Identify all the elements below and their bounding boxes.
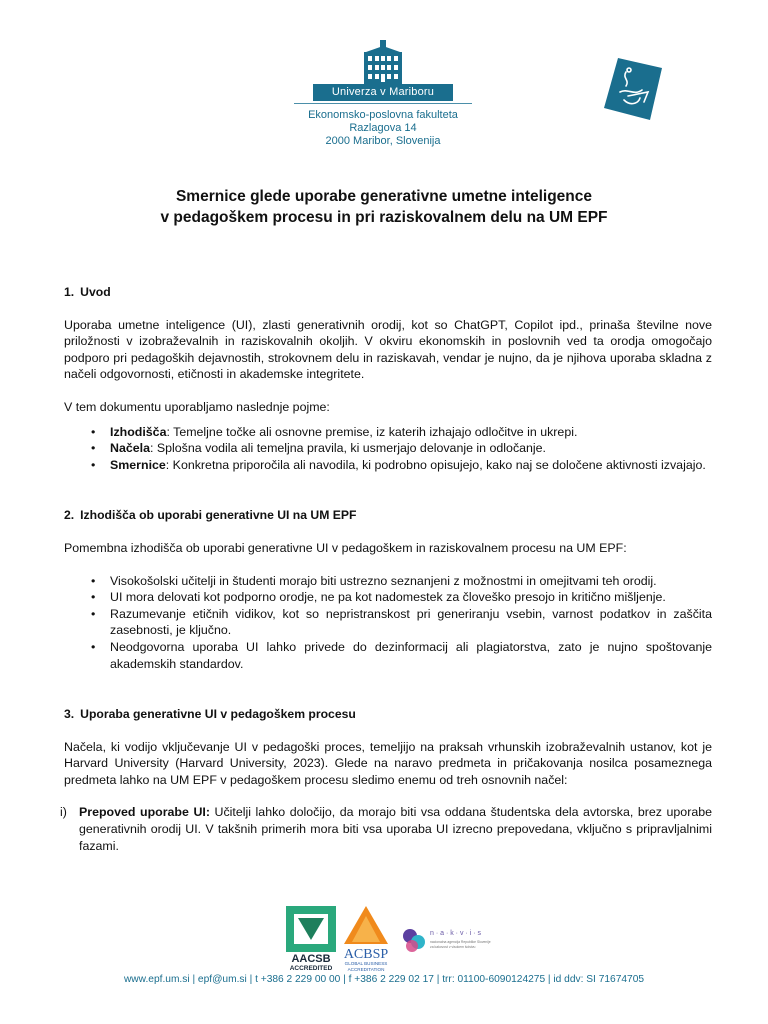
document-body: [60, 284, 712, 854]
term-definition: : Splošna vodila ali temeljna pravila, ki usmerjajo delovanje in odločanje.: [149, 441, 547, 456]
acbsp-sublabel-2: ACCREDITATION: [347, 967, 385, 972]
faculty-street: Razlagova 14: [349, 122, 417, 134]
title-line-2: v pedagoškem procesu in pri raziskovalnem delu na UM EPF: [160, 209, 608, 226]
acbsp-label: ACBSP: [343, 947, 389, 962]
section-2-heading: [64, 507, 712, 524]
footer-contact: www.epf.um.si | epf@um.si | t +386 2 229 00 00 | f +386 2 229 02 17 | trr: 01100-6090124275 | id ddv: SI 71674705: [123, 974, 645, 985]
list-item: • Razumevanje etičnih vidikov, kot so nepristranskost pri generiranju vsebin, varnost podatkov in zaščita zasebnosti, je ključno.: [64, 606, 712, 639]
section-1-paragraph-2: V tem dokumentu uporabljamo naslednje pojme:: [64, 399, 330, 414]
item-term: Prepoved uporabe UI:: [79, 805, 210, 820]
aacsb-logo: [286, 906, 336, 972]
faculty-city: 2000 Maribor, Slovenija: [325, 135, 441, 147]
section-3-paragraph-1: Načela, ki vodijo vključevanje UI v pedagoški proces, temeljijo na praksah vrhunskih izobraževalnih ustanov, kot je Harvard University (Harvard University, 2023). Glede na naravo predmeta in pričakovanja nosilca posameznega predmeta lahko na UM EPF v pedagoškem procesu sledimo enemu od treh osnovnih načel:: [64, 739, 712, 787]
section-2-number: 2.: [64, 508, 75, 523]
university-logo: [294, 40, 472, 148]
item-text: Učitelji lahko določijo, da morajo biti vsa oddana študentska dela avtorska, brez uporabe generativnih orodij UI. V takšnih primerih mora biti vsa uporaba UI izrecno prepovedana, vključno s pripravljalnimi fazami.: [79, 805, 712, 853]
principles-list: [64, 573, 712, 673]
epf-emblem-icon: [604, 58, 662, 120]
title-line-1: Smernice glede uporabe generativne umetne inteligence: [175, 188, 593, 205]
list-item: [64, 424, 712, 441]
document-title: [60, 186, 708, 228]
nakvis-label: n · a · k · v · i · s: [430, 930, 481, 937]
section-1-heading: [64, 284, 712, 301]
acbsp-logo: [338, 904, 394, 974]
letterhead: [0, 0, 768, 160]
university-name: Univerza v Mariboru: [313, 84, 453, 101]
faculty-name: Ekonomsko-poslovna fakulteta: [308, 109, 458, 121]
list-item: • Neodgovorna uporaba UI lahko privede do dezinformacij ali plagiatorstva, zato je nujno spoštovanje akademskih standardov.: [64, 639, 712, 672]
section-3-number: 3.: [64, 707, 75, 722]
accreditation-logos: [0, 904, 768, 974]
nakvis-sublabel-2: za kakovost v visokem šolstvu: [430, 945, 476, 949]
list-item: • UI mora delovati kot podporno orodje, ne pa kot nadomestek za človeško presojo in kritično mišljenje.: [64, 589, 712, 606]
divider: [294, 103, 472, 104]
section-1-paragraph-1: Uporaba umetne inteligence (UI), zlasti generativnih orodij, kot so ChatGPT, Copilot ipd., prinaša številne nove priložnosti v izobraževalnih in raziskovalnih okoljih. V okviru ekonomskih in poslovnih ved ta orodja omogočajo podporo pri pedagoških dejavnostih, strokovnem delu in raziskavah, vendar je nujno, da je njihova uporaba skladna z načeli odgovornosti, etičnosti in akademske integritete.: [64, 317, 712, 382]
terms-list: [64, 424, 712, 474]
section-1-number: 1.: [64, 285, 75, 299]
section-2-title: Izhodišča ob uporabi generativne UI na UM EPF: [80, 508, 357, 523]
acbsp-sublabel-1: GLOBAL BUSINESS: [344, 961, 388, 966]
term-label: Smernice: [110, 457, 166, 472]
term-label: Izhodišča: [110, 424, 167, 439]
university-building-icon: [356, 40, 410, 84]
section-3-title: Uporaba generativne UI v pedagoškem procesu: [80, 707, 356, 722]
list-item: [60, 804, 712, 854]
section-3-heading: [64, 706, 712, 723]
term-definition: : Temeljne točke ali osnovne premise, iz katerih izhajajo odločitve in ukrepi.: [166, 424, 578, 439]
nakvis-sublabel-1: nacionalna agencija Republike Slovenije: [430, 940, 491, 944]
section-1-title: Uvod: [80, 285, 111, 299]
item-marker: i): [60, 805, 67, 820]
list-item: [64, 457, 712, 474]
section-2-paragraph-1: Pomembna izhodišča ob uporabi generativne UI v pedagoškem in raziskovalnem procesu na UM EPF:: [64, 540, 627, 555]
term-definition: : Konkretna priporočila ali navodila, ki podrobno opisujejo, kako naj se določene aktivnosti izvajajo.: [165, 457, 706, 472]
aacsb-sublabel: ACCREDITED: [289, 965, 333, 972]
list-item: • Visokošolski učitelji in študenti morajo biti ustrezno seznanjeni z možnostmi in omejitvami teh orodij.: [64, 573, 712, 590]
list-item: [64, 440, 712, 457]
aacsb-label: AACSB: [291, 953, 331, 965]
nakvis-logo: [400, 922, 494, 956]
term-label: Načela: [110, 441, 150, 456]
